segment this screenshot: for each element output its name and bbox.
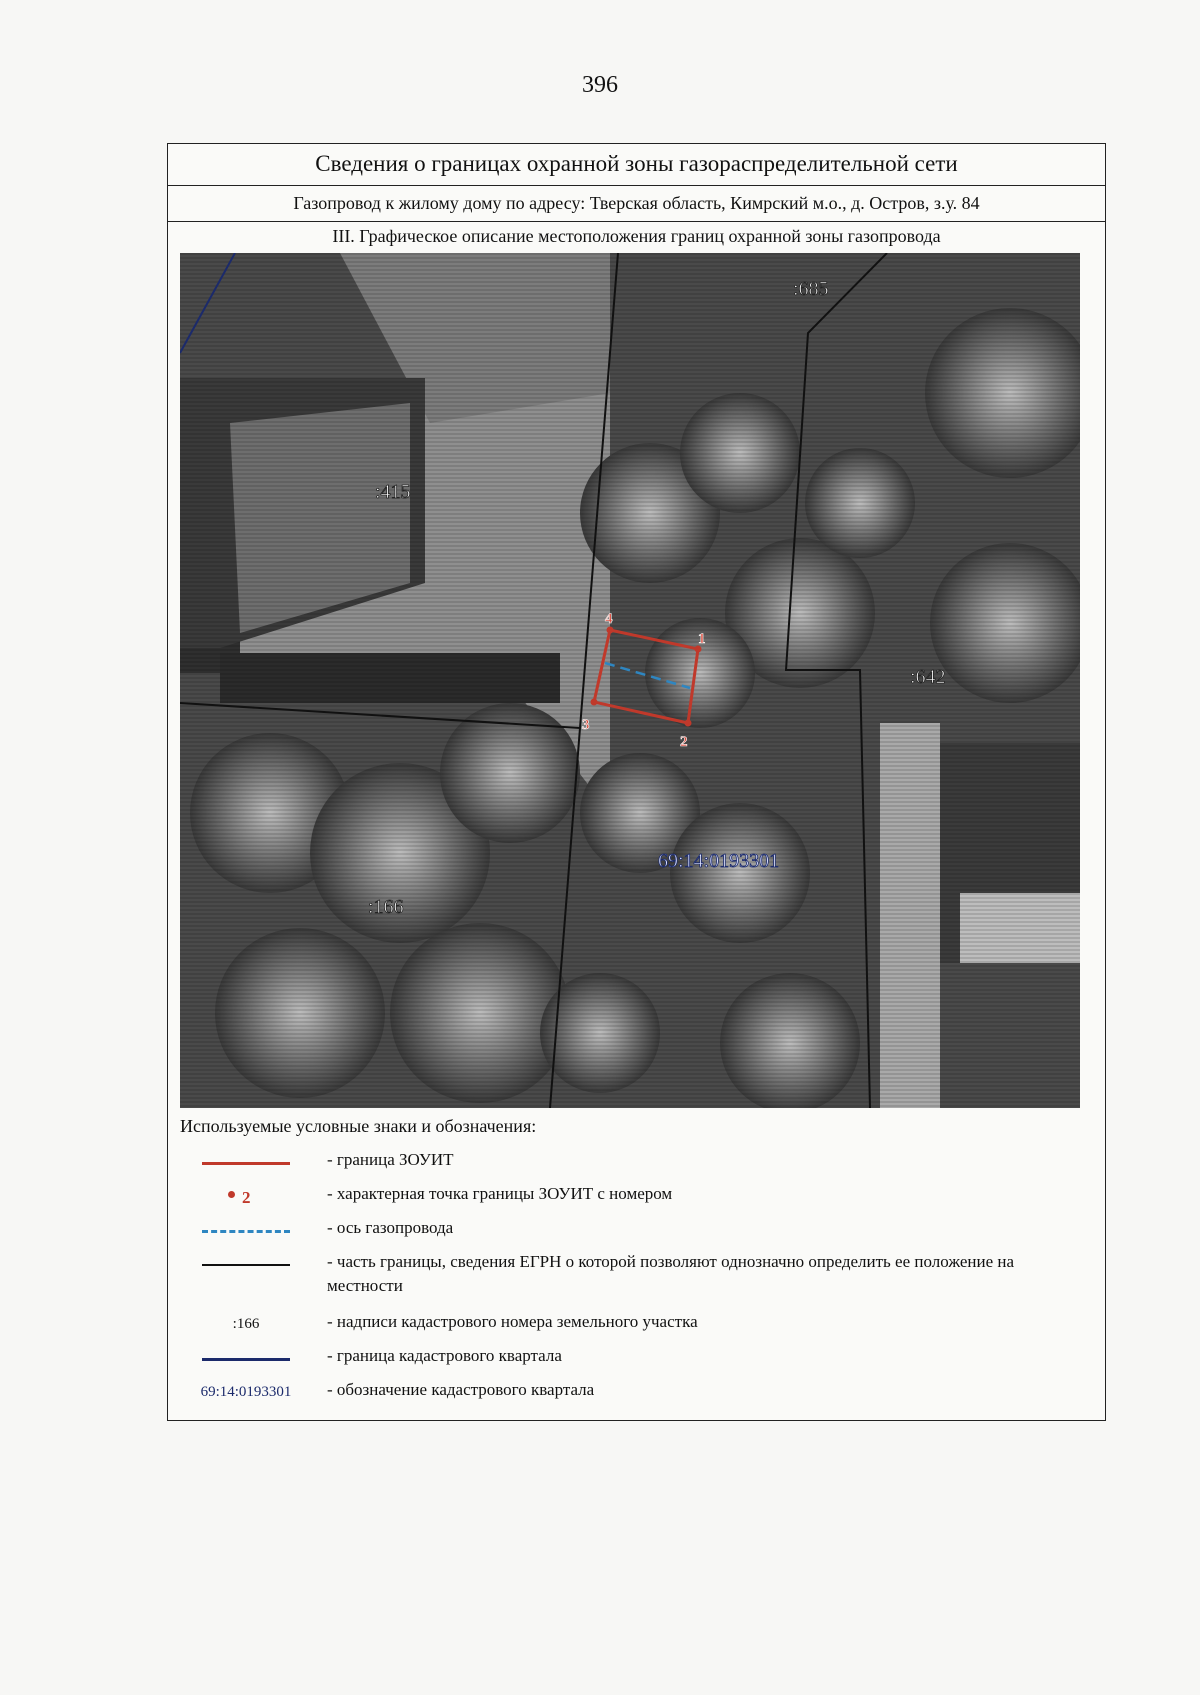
legend-symbol-red-line	[190, 1148, 290, 1178]
point-label-1: 1	[698, 631, 706, 647]
legend-text: - граница ЗОУИТ	[327, 1150, 454, 1169]
legend-symbol-black-line	[190, 1250, 290, 1280]
point-label-2: 2	[680, 734, 688, 750]
legend-symbol-blue-dashed-line	[190, 1216, 290, 1246]
parcel-label-415: :415	[375, 481, 411, 503]
section-title: III. Графическое описание местоположения границ охранной зоны газопровода	[332, 226, 941, 246]
legend-symbol-red-point: 2	[190, 1182, 290, 1212]
legend-symbol-navy-line	[190, 1344, 290, 1374]
legend-text: - часть границы, сведения ЕГРН о которой позволяют однозначно определить ее положение на местности	[327, 1252, 1015, 1295]
legend-text: - обозначение кадастрового квартала	[327, 1380, 595, 1399]
legend-symbol-quarter-label: 69:14:0193301	[200, 1384, 292, 1400]
legend-text: - надписи кадастрового номера земельного участка	[327, 1312, 698, 1331]
parcel-label-685: :685	[793, 278, 829, 300]
legend-text: - граница кадастрового квартала	[327, 1346, 562, 1365]
sheet-title: Сведения о границах охранной зоны газораспределительной сети	[168, 144, 1105, 186]
map-canvas	[180, 253, 1080, 1108]
parcel-label-642: :642	[910, 666, 946, 688]
legend-symbol-parcel-label: :166	[232, 1316, 260, 1332]
zone-point-3	[591, 699, 598, 706]
zone-point-2	[685, 720, 692, 727]
zone-sheet	[167, 143, 1106, 1421]
zone-point-4	[607, 627, 614, 634]
point-label-3: 3	[582, 717, 590, 733]
page-number: 396	[582, 72, 618, 98]
object-description: Газопровод к жилому дому по адресу: Тверская область, Кимрский м.о., д. Остров, з.у. 84	[168, 186, 1105, 222]
quarter-label: 69:14:0193301	[658, 850, 780, 872]
point-label-4: 4	[605, 611, 613, 627]
aerial-map	[180, 253, 1080, 1108]
legend-text: - характерная точка границы ЗОУИТ с номером	[327, 1184, 673, 1203]
parcel-label-166: :166	[368, 896, 404, 918]
legend-title: Используемые условные знаки и обозначения:	[180, 1116, 537, 1136]
legend-text: - ось газопровода	[327, 1218, 454, 1237]
